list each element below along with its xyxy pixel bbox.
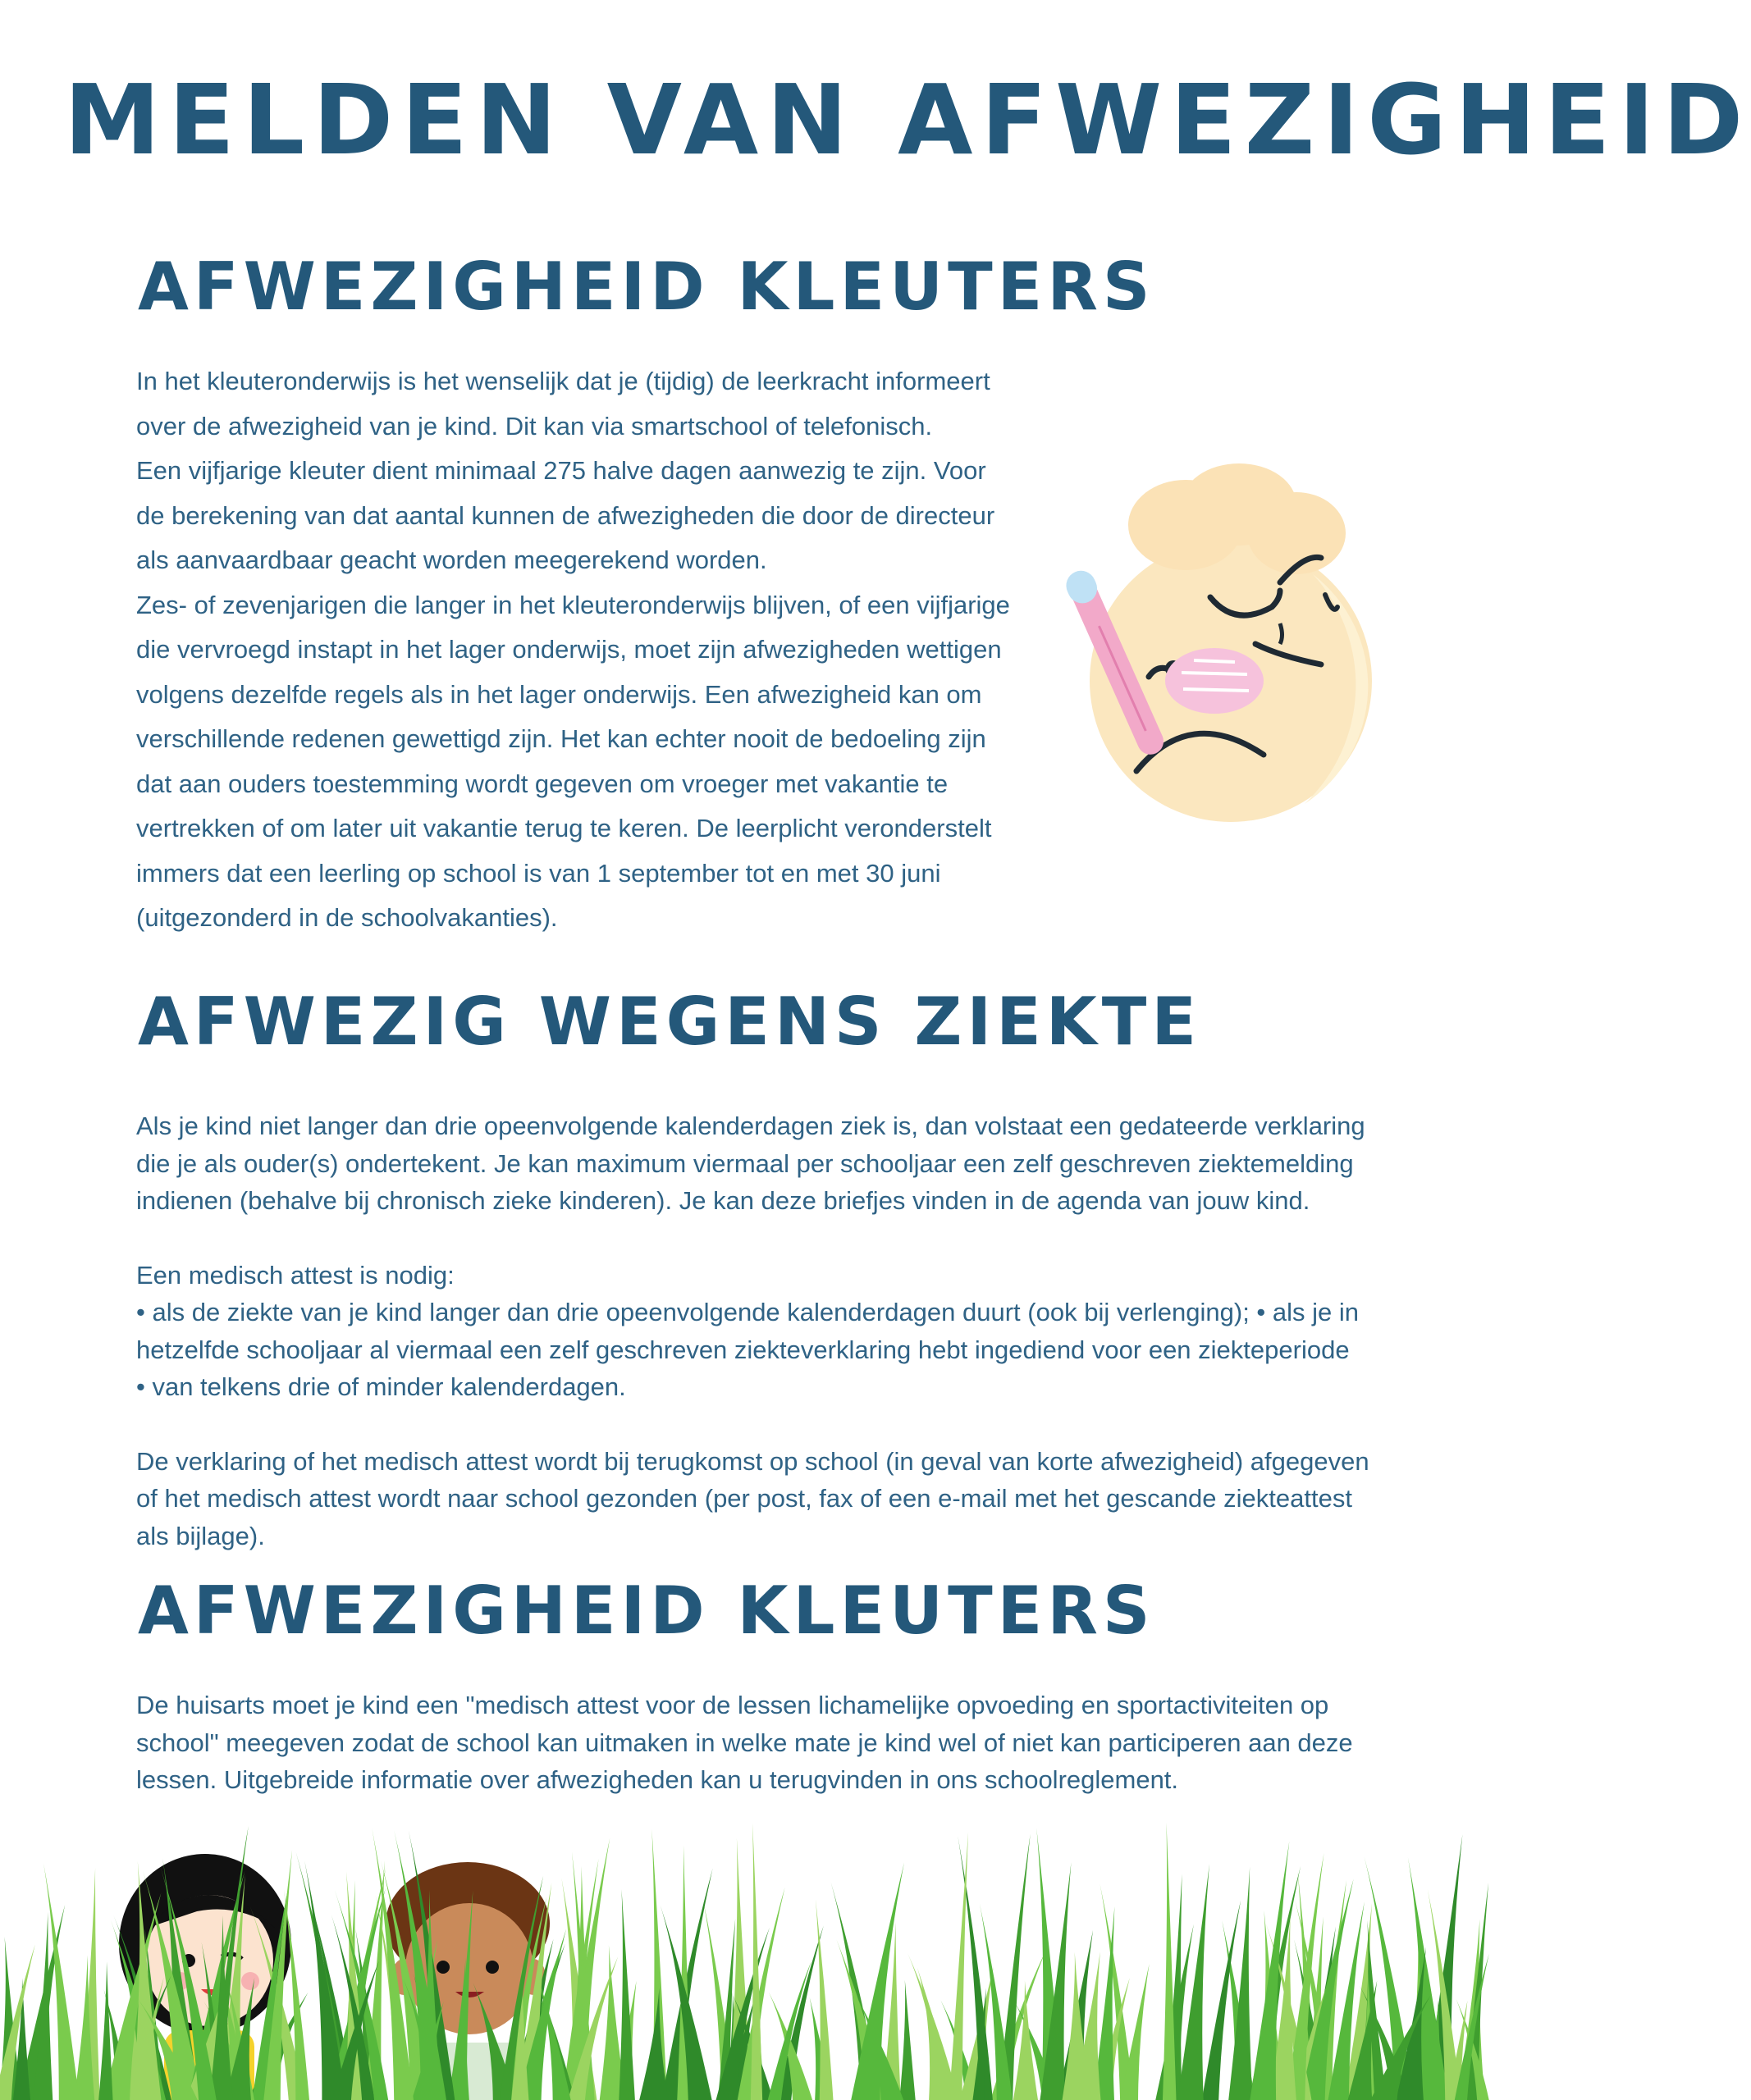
section-heading-afwezigheid-kleuters: AFWEZIGHEID KLEUTERS: [138, 249, 1155, 325]
grass-blade: [34, 1912, 53, 2100]
paragraph: • van telkens drie of minder kalenderdagen.: [136, 1372, 626, 1401]
grass-blade: [899, 1980, 916, 2100]
grass-blade: [619, 1889, 635, 2100]
section-heading-afwezigheid-kleuters-2: AFWEZIGHEID KLEUTERS: [138, 1573, 1155, 1649]
grass-blade: [1163, 1823, 1177, 2100]
paragraph: • als de ziekte van je kind langer dan drie opeenvolgende kalenderdagen duurt (ook bij verlenging); • als je in hetzelfde schooljaar al viermaal een zelf geschreven ziekteverklaring hebt ingediend voor een ziekteperiode: [136, 1298, 1359, 1364]
paragraph: De verklaring of het medisch attest wordt bij terugkomst op school (in geval van korte afwezigheid) afgegeven of het medisch attest wordt naar school gezonden (per post, fax of een e-mail met het gescande ziekteattest als bijlage).: [136, 1446, 1369, 1550]
grass-blade: [98, 1961, 112, 2100]
section-body-afwezigheid-kleuters: [136, 359, 1014, 941]
grass-blade: [751, 1824, 762, 2100]
paragraph: Een vijfjarige kleuter dient minimaal 275 halve dagen aanwezig te zijn. Voor de berekening van dat aantal kunnen de afwezigheden die door de directeur als aanvaardbaar geacht worden meegerekend worden.: [136, 456, 995, 574]
section-body-afwezigheid-kleuters-2: [136, 1687, 1392, 1799]
sick-face-with-thermometer-icon: [1034, 459, 1411, 837]
section-body-afwezig-wegens-ziekte: [136, 1107, 1392, 1554]
grass-blade: [304, 1860, 345, 2100]
paragraph: In het kleuteronderwijs is het wenselijk dat je (tijdig) de leerkracht informeert over de afwezigheid van je kind. Dit kan via smartschool of telefonisch.: [136, 367, 990, 441]
paragraph: De huisarts moet je kind een "medisch attest voor de lessen lichamelijke opvoeding en sportactiviteiten op school" meegeven zodat de school kan uitmaken in welke mate je kind wel of niet kan participeren aan deze lessen. Uitgebreide informatie over afwezigheden kan u terugvinden in ons schoolreglement.: [136, 1691, 1353, 1794]
grass-icon: [0, 1821, 1485, 2100]
paragraph: Als je kind niet langer dan drie opeenvolgende kalenderdagen ziek is, dan volstaat een gedateerde verklaring die je als ouder(s) ondertekent. Je kan maximum viermaal per schooljaar een zelf geschreven ziektemelding indienen (behalve bij chronisch zieke kinderen). Je kan deze briefjes vinden in de agenda van jouw kind.: [136, 1112, 1365, 1215]
paragraph: Een medisch attest is nodig:: [136, 1260, 455, 1290]
section-heading-afwezig-wegens-ziekte: AFWEZIG WEGENS ZIEKTE: [138, 984, 1201, 1060]
grass-blade: [454, 1891, 473, 2100]
grass-blade: [917, 1968, 958, 2100]
paragraph: Zes- of zevenjarigen die langer in het kleuteronderwijs blijven, of een vijfjarige die vervroegd instapt in het lager onderwijs, moet zijn afwezigheden wettigen volgens dezelfde regels als in het lager onderwijs. Een afwezigheid kan om verschillende redenen gewettigd zijn. Het kan echter nooit de bedoeling zijn dat aan ouders toestemming wordt gegeven om vroeger met vakantie te vertrekken of om later uit vakantie terug te keren. De leerplicht veronderstelt immers dat een leerling op school is van 1 september tot en met 30 juni (uitgezonderd in de schoolvakanties).: [136, 590, 1010, 932]
page-title: MELDEN VAN AFWEZIGHEID: [64, 63, 1751, 176]
